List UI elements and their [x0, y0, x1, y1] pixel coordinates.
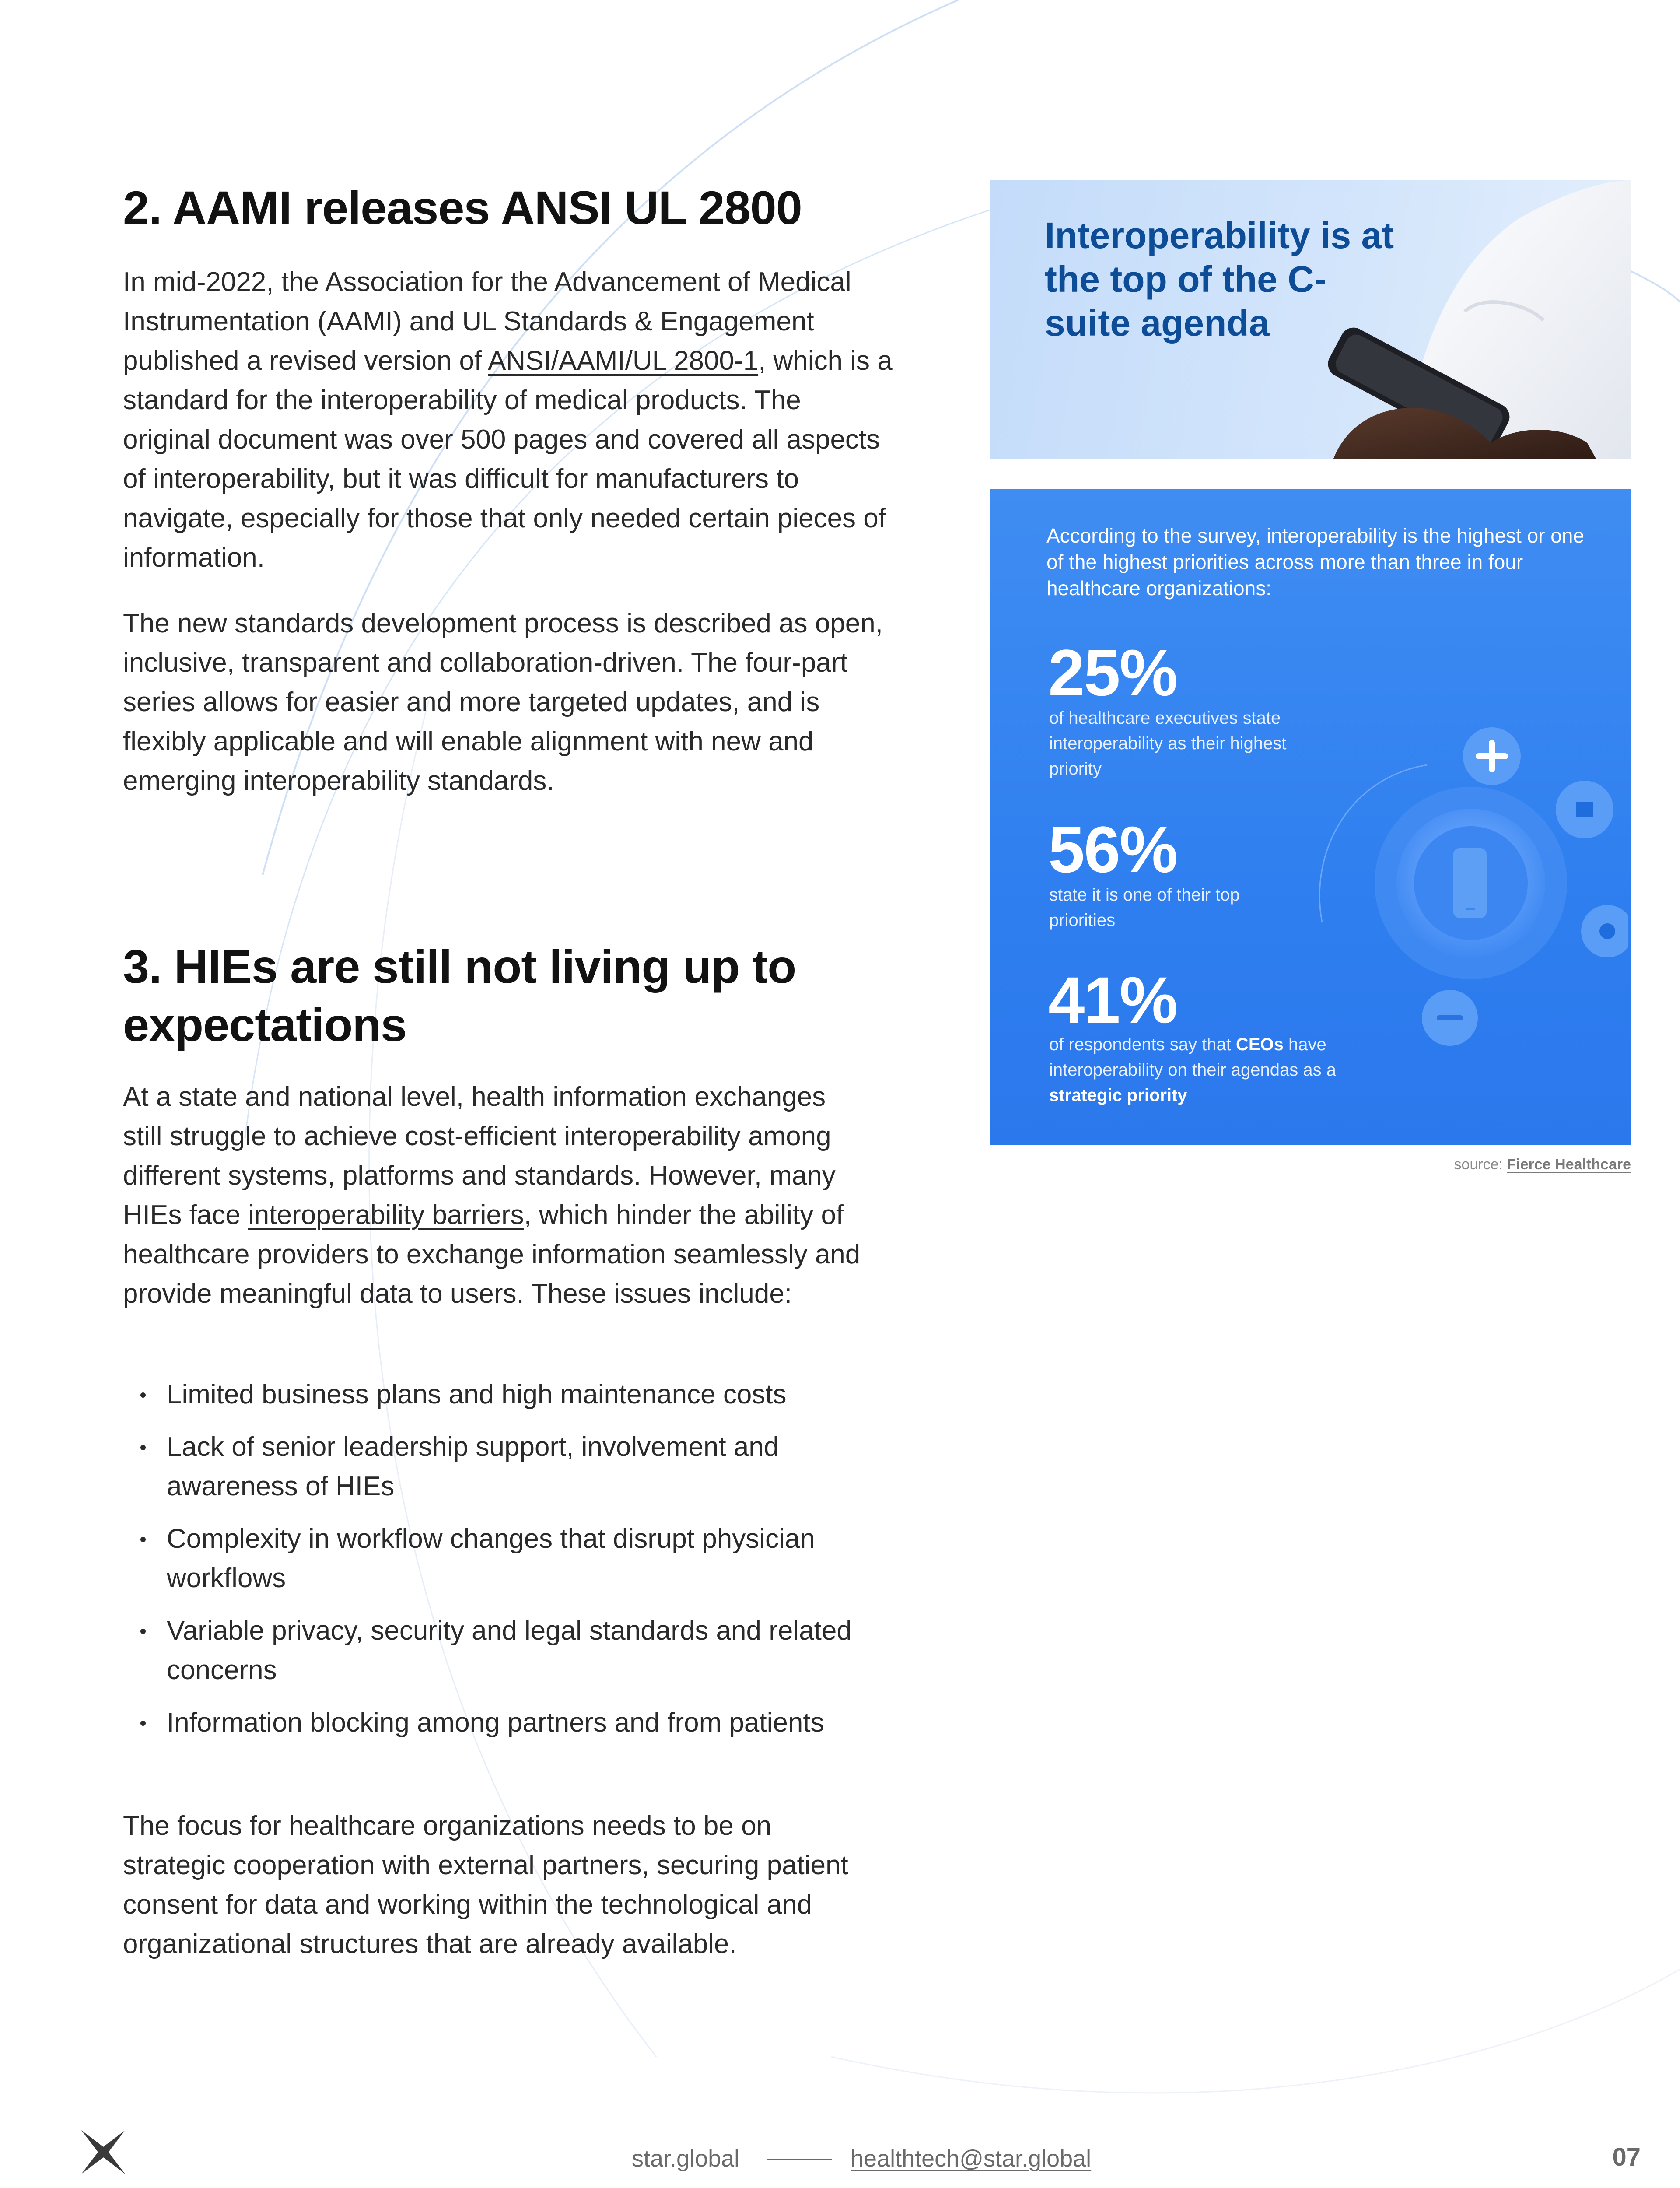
- phone-orb-illustration: [1296, 677, 1628, 1054]
- bullet-dot: [140, 1721, 146, 1726]
- section-2-heading: 2. AAMI releases ANSI UL 2800: [123, 181, 802, 234]
- stat-desc-ceo: of respondents say that CEOs have interoperability on their agendas as a strategic priority: [1049, 1035, 1336, 1105]
- footer-divider: [766, 2159, 832, 2160]
- source-note: source: Fierce Healthcare: [1454, 1156, 1631, 1173]
- list-item: Variable privacy, security and legal standards and related concerns: [123, 1611, 867, 1690]
- stat-value-ceo: 41%: [1048, 963, 1177, 1037]
- footer-site: star.global: [632, 2146, 740, 2172]
- section-3-paragraph-2: The focus for healthcare organizations needs to be on strategic cooperation with external partners, securing patient consent for data and working within the technological and organizational structures that are already available.: [123, 1811, 848, 1959]
- bullet-dot: [140, 1392, 146, 1398]
- stat-value-top: 56%: [1048, 813, 1177, 886]
- list-item: Complexity in workflow changes that disrupt physician workflows: [123, 1519, 867, 1598]
- bullet-dot: [140, 1537, 146, 1542]
- star-logo-icon: [77, 2126, 130, 2178]
- list-item: Lack of senior leadership support, involvement and awareness of HIEs: [123, 1427, 867, 1506]
- section-2-paragraph-1: In mid-2022, the Association for the Advancement of Medical Instrumentation (AAMI) and UL Standards & Engagement published a revised version of ANSI/AAMI/UL 2800-1, which is a standard for the interoperability of medical products. The original document was over 500 pages and covered all aspects of interoperability, but it was difficult for manufacturers to navigate, especially for those that only needed certain pieces of information.: [123, 267, 892, 573]
- list-item: Limited business plans and high maintenance costs: [123, 1375, 867, 1414]
- section-3-paragraph-1: At a state and national level, health information exchanges still struggle to achieve cost-efficient interoperability among different systems, platforms and standards. However, many HIEs face interoperability barriers, which hinder the ability of healthcare providers to exchange information seamlessly and provide meaningful data to users. These issues include:: [123, 1082, 861, 1309]
- stat-desc-top: state it is one of their top priorities: [1049, 885, 1240, 930]
- section-3-heading: 3. HIEs are still not living up to expectations: [123, 940, 796, 1051]
- stat-desc-highest: of healthcare executives state interoperability as their highest priority: [1049, 708, 1287, 778]
- bullet-dot: [140, 1629, 146, 1634]
- interoperability-banner: [990, 180, 1631, 459]
- banner-title: Interoperability is at the top of the C-suite agenda: [1045, 215, 1394, 344]
- page-number: 07: [1612, 2143, 1641, 2171]
- issues-list: [123, 1375, 867, 1756]
- list-item: Information blocking among partners and from patients: [123, 1703, 867, 1743]
- section-2-paragraph-2: The new standards development process is described as open, inclusive, transparent and collaboration-driven. The four-part series allows for easier and more targeted updates, and is flexibly applicable and will enable alignment with new and emerging interoperability standards.: [123, 608, 883, 796]
- survey-intro: According to the survey, interoperability is the highest or one of the highest priorities across more than three in four healthcare organizations:: [1046, 524, 1585, 600]
- ansi-standard-link[interactable]: ANSI/AAMI/UL 2800-1: [488, 346, 759, 376]
- source-link[interactable]: Fierce Healthcare: [1507, 1156, 1631, 1173]
- footer-email-link[interactable]: healthtech@star.global: [850, 2146, 1092, 2172]
- survey-stats-card: [990, 489, 1631, 1145]
- stat-value-highest: 25%: [1048, 636, 1177, 709]
- bullet-dot: [140, 1445, 146, 1450]
- interoperability-barriers-link[interactable]: interoperability barriers: [248, 1200, 524, 1230]
